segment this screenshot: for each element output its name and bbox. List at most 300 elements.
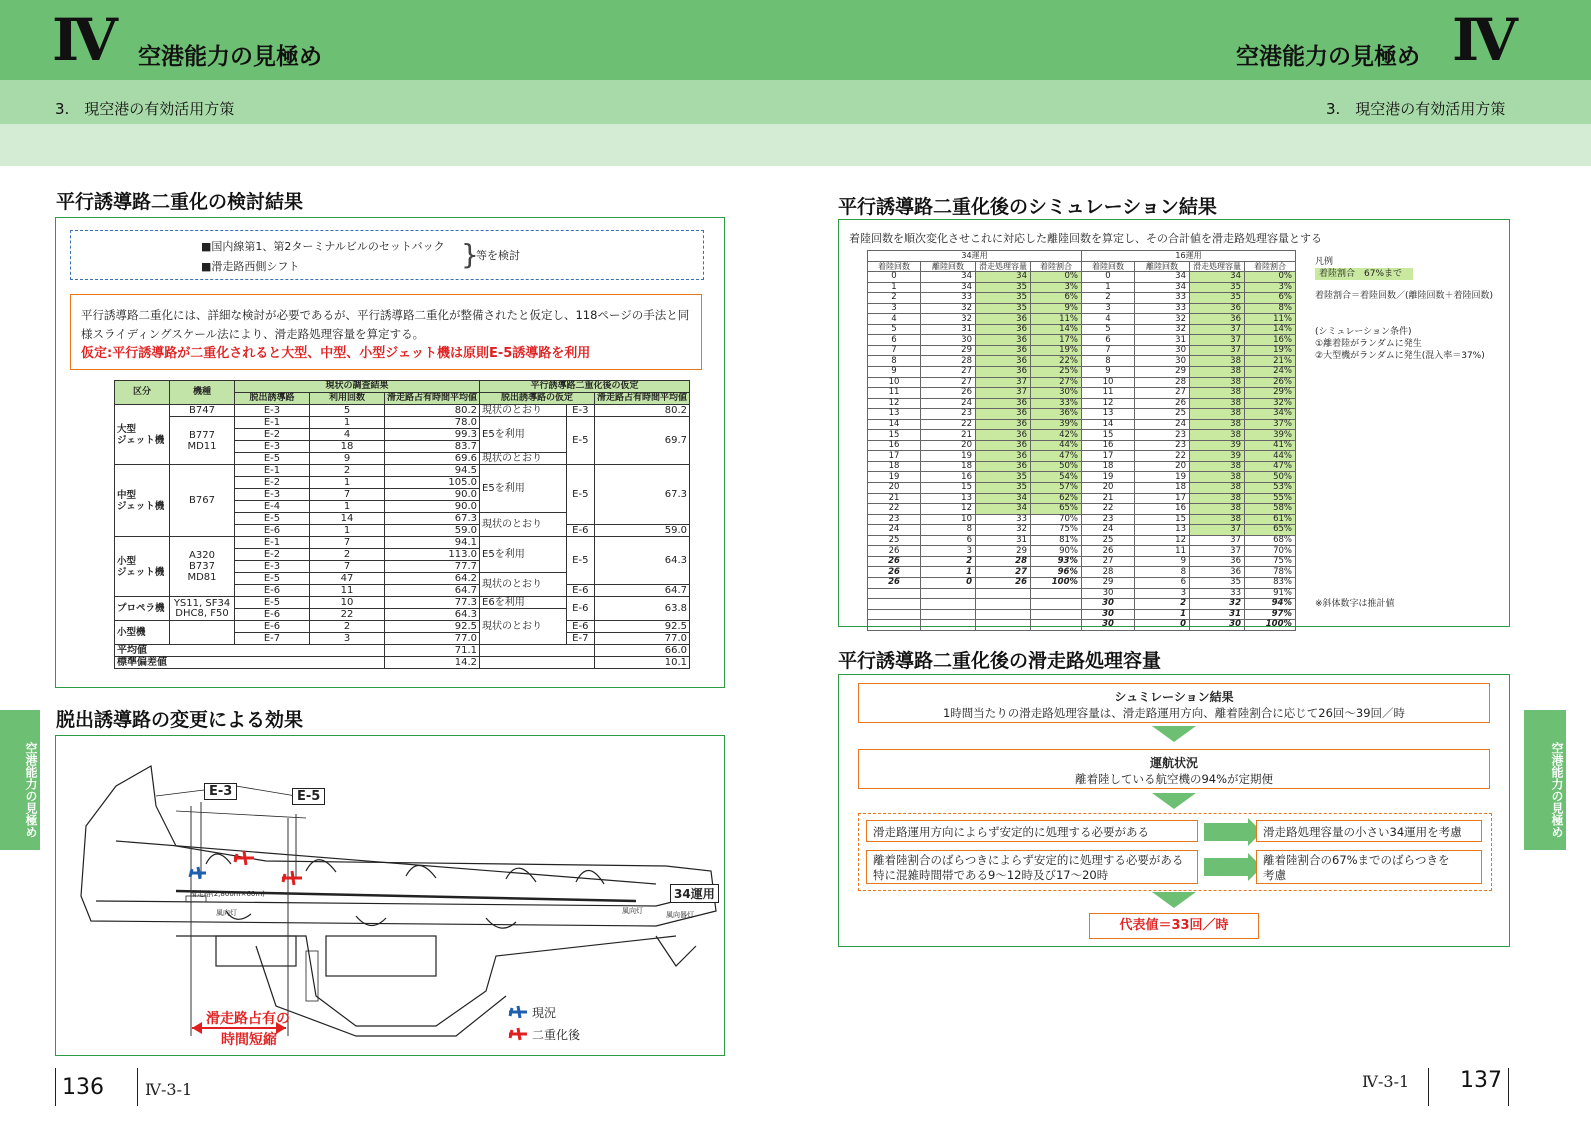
sim-row: [868, 504, 1296, 515]
label-red-2: 時間短縮: [221, 1032, 277, 1048]
sim-cell: 97%: [1245, 609, 1296, 620]
sim-cell: 34: [1190, 272, 1245, 283]
option-list: [201, 237, 445, 277]
sim-cell: 28: [976, 556, 1031, 567]
sim-cell: 34: [976, 493, 1031, 504]
sim-cell: 36: [1190, 314, 1245, 325]
sim-cell: 70%: [1245, 546, 1296, 557]
label-op34: 34運用: [670, 884, 719, 903]
sim-cell: 23: [1082, 514, 1135, 525]
sim-cell: 29: [1082, 577, 1135, 588]
cell: 64.2: [385, 573, 480, 585]
cell: E-4: [235, 501, 310, 513]
cell: E-5: [235, 513, 310, 525]
cell: 5: [310, 405, 385, 417]
cell: 2: [310, 621, 385, 633]
sim-cell: 11: [868, 388, 921, 399]
sim-cell: 1: [868, 282, 921, 293]
sim-cell: 17: [1082, 451, 1135, 462]
sim-cell: 3%: [1031, 282, 1082, 293]
cat-prop: プロペラ機: [115, 597, 170, 621]
sim-row: [868, 461, 1296, 472]
th-col: 滑走処理容量: [1190, 261, 1245, 272]
sim-cell: 38: [1190, 483, 1245, 494]
sim-cell: 39: [1190, 440, 1245, 451]
sim-cell: 24: [921, 398, 976, 409]
sim-cell: 39: [1190, 451, 1245, 462]
sim-table: [867, 250, 1296, 631]
sim-cell: 16: [868, 440, 921, 451]
sim-cell: 26: [1082, 546, 1135, 557]
sim-row: [868, 314, 1296, 325]
sim-cell: 8: [921, 525, 976, 536]
italic-note: ※斜体数字は推計値: [1315, 599, 1395, 609]
sim-cell: 20: [1082, 483, 1135, 494]
sim-cell: 3: [1082, 303, 1135, 314]
sim-cell: 90%: [1031, 546, 1082, 557]
cell: E-5: [566, 417, 594, 465]
section-title-left: 3. 現空港の有効活用方策: [55, 100, 235, 118]
sim-row: [868, 398, 1296, 409]
cell: 92.5: [594, 621, 689, 633]
sim-cell: 18: [1082, 461, 1135, 472]
sim-row: [868, 409, 1296, 420]
sim-cell: 23: [921, 409, 976, 420]
sim-cell: 16: [1082, 440, 1135, 451]
sim-cell: 9: [868, 367, 921, 378]
sim-row: [868, 282, 1296, 293]
sim-cell: 38: [1190, 377, 1245, 388]
sim-cell: [976, 609, 1031, 620]
sim-row: [868, 377, 1296, 388]
sim-cell: 1: [1135, 609, 1190, 620]
sim-row: [868, 620, 1296, 631]
sim-cell: 38: [1190, 493, 1245, 504]
th-kubun: 区分: [115, 381, 170, 405]
flow-right-1: 滑走路処理容量の小さい34運用を考慮: [1256, 820, 1482, 842]
sim-cell: 19: [1082, 472, 1135, 483]
cell: 1: [310, 477, 385, 489]
cell: 47: [310, 573, 385, 585]
sim-cell: 9: [1082, 367, 1135, 378]
sim-cell: 17: [868, 451, 921, 462]
sim-row: [868, 588, 1296, 599]
sim-cell: 32: [1190, 599, 1245, 610]
sim-cell: 20: [868, 483, 921, 494]
sim-cell: 34: [976, 272, 1031, 283]
flow-right-2a: 離着陸割合の67%までのばらつきを: [1263, 853, 1450, 867]
sim-cell: [976, 620, 1031, 631]
sim-cell: 5: [868, 324, 921, 335]
sim-cell: 1: [921, 567, 976, 578]
sim-cell: 19: [1135, 472, 1190, 483]
sim-cell: 5: [1082, 324, 1135, 335]
cell: E-2: [235, 429, 310, 441]
flow-sim-title: シュミレーション結果: [1114, 690, 1234, 704]
assumption-red: 仮定:平行誘導路が二重化されると大型、中型、小型ジェット機は原則E-5誘導路を利用: [81, 346, 591, 361]
cell: E-6: [235, 621, 310, 633]
cell: E-2: [235, 477, 310, 489]
model-ys11: YS11, SF34 DHC8, F50: [170, 597, 235, 621]
sim-cell: 11: [1082, 388, 1135, 399]
sim-cell: 65%: [1245, 525, 1296, 536]
flow-left-2: [866, 850, 1198, 884]
cell: 64.3: [594, 537, 689, 585]
sim-cell: 26: [868, 556, 921, 567]
footer-rule-l1: [55, 1068, 56, 1106]
sim-cell: 70%: [1031, 514, 1082, 525]
sim-cell: 29: [921, 345, 976, 356]
th-col: 滑走処理容量: [976, 261, 1031, 272]
cell: 10: [310, 597, 385, 609]
cell: 7: [310, 537, 385, 549]
section-title-right: 3. 現空港の有効活用方策: [1326, 100, 1506, 118]
cell: 1: [310, 525, 385, 537]
sim-row: [868, 577, 1296, 588]
th-col: 離陸回数: [921, 261, 976, 272]
sim-cell: 10: [1082, 377, 1135, 388]
sim-cell: [921, 599, 976, 610]
chapter-title-right: 空港能力の見極め: [1236, 44, 1420, 70]
sim-cell: 44%: [1031, 440, 1082, 451]
sim-cell: 31: [921, 324, 976, 335]
sim-cell: 37: [976, 388, 1031, 399]
cell: E6を利用: [480, 597, 567, 609]
cat-large: 大型 ジェット機: [115, 405, 170, 465]
legend-now: 現況: [532, 1006, 557, 1020]
sim-cell: 15: [1135, 514, 1190, 525]
cat-small: 小型 ジェット機: [115, 537, 170, 597]
plane-red-icon-2: [282, 871, 302, 885]
sim-cell: 26: [921, 388, 976, 399]
sd-2: 10.1: [594, 657, 689, 669]
flow-result: 代表値＝33回／時: [1089, 913, 1259, 939]
cell: E-5: [235, 597, 310, 609]
sim-row: [868, 324, 1296, 335]
sim-row: [868, 367, 1296, 378]
sim-cell: [921, 588, 976, 599]
cell: 現状のとおり: [480, 573, 567, 597]
cell: 9: [310, 453, 385, 465]
sim-row: [868, 272, 1296, 283]
avg-2: 66.0: [594, 645, 689, 657]
sim-cell: 21: [1082, 493, 1135, 504]
cell: 63.8: [594, 597, 689, 621]
flow-down-arrow-icon: [1152, 892, 1196, 908]
sim-cell: 1: [1082, 282, 1135, 293]
page-number-right: 137: [1460, 1068, 1502, 1093]
sim-cell: 35: [976, 303, 1031, 314]
sim-cell: 19%: [1031, 345, 1082, 356]
cell: E-5: [235, 573, 310, 585]
brace-icon: }: [461, 238, 479, 271]
sim-cell: 75%: [1245, 556, 1296, 567]
cell: 現状のとおり: [480, 453, 567, 465]
label-e5: E-5: [292, 788, 325, 805]
sim-cell: 27: [921, 367, 976, 378]
option-item-setback: ■国内線第1、第2ターミナルビルのセットバック: [201, 240, 445, 253]
th-col: 着陸割合: [1031, 261, 1082, 272]
sim-cell: 91%: [1245, 588, 1296, 599]
sim-cell: 8%: [1245, 303, 1296, 314]
cell: 14: [310, 513, 385, 525]
sim-cell: 65%: [1031, 504, 1082, 515]
flow-right-arrow-icon: [1204, 858, 1248, 876]
assumption-text-1: 平行誘導路二重化には、詳細な検討が必要であるが、平行誘導路二重化が整備されたと仮定し、118ページの手法と同: [81, 308, 690, 322]
sim-cell: 34: [1135, 282, 1190, 293]
sim-cell: 20: [921, 440, 976, 451]
page-code-left: Ⅳ-3-1: [145, 1080, 193, 1099]
th-kishu: 機種: [170, 381, 235, 405]
sim-cell: 37: [1190, 324, 1245, 335]
th-senyu: 滑走路占有時間平均値: [385, 393, 480, 405]
result-box: [55, 217, 725, 688]
sim-cell: 23: [868, 514, 921, 525]
sim-cell: 25: [1082, 535, 1135, 546]
cell: E-1: [235, 465, 310, 477]
sim-cell: 36: [1190, 303, 1245, 314]
cell-empty: [480, 645, 595, 657]
cell: 78.0: [385, 417, 480, 429]
sim-cell: 26%: [1245, 377, 1296, 388]
label-wind: 風向灯: [216, 909, 237, 917]
sim-row: [868, 356, 1296, 367]
sim-cell: [976, 599, 1031, 610]
th-riyo: 利用回数: [310, 393, 385, 405]
cell: E-5: [235, 453, 310, 465]
label-e3: E-3: [204, 783, 237, 800]
sim-cell: 8: [868, 356, 921, 367]
sim-cell: 16%: [1245, 335, 1296, 346]
sim-cell: 38: [1190, 504, 1245, 515]
cell: E-3: [235, 489, 310, 501]
cell: E-6: [566, 621, 594, 633]
section-heading-sim: 平行誘導路二重化後のシミュレーション結果: [838, 196, 1217, 218]
cell: E-3: [566, 405, 594, 417]
cell: 64.3: [385, 609, 480, 621]
flow-left-2a: 離着陸割合のばらつきによらず安定的に処理する必要がある: [873, 853, 1184, 867]
flow-down-arrow-icon: [1152, 726, 1196, 742]
sim-cell: 15: [868, 430, 921, 441]
sim-cell: 33: [976, 514, 1031, 525]
cell: E5を利用: [480, 537, 567, 573]
cell: 11: [310, 585, 385, 597]
sim-cell: 32: [921, 303, 976, 314]
sim-cell: 2: [1082, 293, 1135, 304]
cell: E-2: [235, 549, 310, 561]
cell: 80.2: [385, 405, 480, 417]
sim-cell: [868, 609, 921, 620]
flow-left-2b: 特に混雑時間帯である9〜12時及び17〜20時: [873, 868, 1109, 882]
sim-cell: 17%: [1031, 335, 1082, 346]
sim-cell: 3: [921, 546, 976, 557]
label-wind2: 風向灯: [622, 907, 643, 915]
cell: E-7: [566, 633, 594, 645]
sim-cell: 39%: [1031, 419, 1082, 430]
sim-cell: [921, 609, 976, 620]
th-katei: 平行誘導路二重化後の仮定: [480, 381, 690, 393]
sim-cell: 4: [1082, 314, 1135, 325]
chapter-roman-right: Ⅳ: [1452, 6, 1514, 74]
cell: 67.3: [385, 513, 480, 525]
sim-cell: 14%: [1031, 324, 1082, 335]
sim-cell: 35: [1190, 282, 1245, 293]
sim-cell: 35: [1190, 577, 1245, 588]
header-light-band: [0, 124, 1591, 166]
sim-cell: 38: [1190, 367, 1245, 378]
sim-cell: 38: [1190, 356, 1245, 367]
cat-mid: 中型 ジェット機: [115, 465, 170, 537]
footer-rule-r1: [1428, 1068, 1429, 1106]
sim-cell: 83%: [1245, 577, 1296, 588]
sim-cell: 21: [921, 430, 976, 441]
page-code-right: Ⅳ-3-1: [1362, 1072, 1410, 1091]
sim-cell: 37: [1190, 535, 1245, 546]
section-heading-effect: 脱出誘導路の変更による効果: [56, 709, 304, 731]
side-tab-right: 空港能力の見極め: [1524, 710, 1566, 850]
sim-cell: 6%: [1031, 293, 1082, 304]
sim-cell: 11: [1135, 546, 1190, 557]
cell: 69.7: [594, 417, 689, 465]
sim-cell: 23: [1135, 440, 1190, 451]
cell: 現状のとおり: [480, 609, 567, 645]
sim-cell: 25: [868, 535, 921, 546]
sim-cell: 38: [1190, 430, 1245, 441]
sd-1: 14.2: [385, 657, 480, 669]
sim-cell: 34: [976, 504, 1031, 515]
sim-cell: 10: [921, 514, 976, 525]
flow-left-1: 滑走路運用方向によらず安定的に処理する必要がある: [866, 820, 1198, 842]
sim-cell: 33: [921, 293, 976, 304]
cond-2: ②大型機がランダムに発生(混入率＝37%): [1315, 351, 1485, 361]
sim-cell: 7: [1082, 345, 1135, 356]
sim-row: [868, 472, 1296, 483]
th-col: 着陸割合: [1245, 261, 1296, 272]
sim-cell: 14%: [1245, 324, 1296, 335]
avg-1: 71.1: [385, 645, 480, 657]
sim-row: [868, 293, 1296, 304]
sim-cell: 35: [976, 483, 1031, 494]
cell: E-1: [235, 537, 310, 549]
sim-cell: 12: [921, 504, 976, 515]
sim-cell: 68%: [1245, 535, 1296, 546]
cell: E-6: [235, 585, 310, 597]
flow-op-title: 運航状況: [1149, 756, 1198, 770]
cell: 22: [310, 609, 385, 621]
sim-cell: 22: [1135, 451, 1190, 462]
cell: E-3: [235, 405, 310, 417]
cell: 59.0: [385, 525, 480, 537]
sim-cell: 36: [976, 367, 1031, 378]
sim-cell: [921, 620, 976, 631]
cell: 4: [310, 429, 385, 441]
sim-cell: 30: [1082, 620, 1135, 631]
sim-cell: 30: [1082, 609, 1135, 620]
sim-cell: [1031, 620, 1082, 631]
sim-cell: 30%: [1031, 388, 1082, 399]
sim-row: [868, 303, 1296, 314]
sim-cell: 37: [1190, 546, 1245, 557]
sim-cell: 24: [1135, 419, 1190, 430]
sim-cell: 34: [921, 272, 976, 283]
sim-cell: 37: [1190, 335, 1245, 346]
sim-cell: 50%: [1245, 472, 1296, 483]
cell: E-7: [235, 633, 310, 645]
sim-cell: 23: [1135, 430, 1190, 441]
sim-cell: 100%: [1031, 577, 1082, 588]
sim-cell: 6: [921, 535, 976, 546]
sim-cell: 47%: [1245, 461, 1296, 472]
sim-cell: 19%: [1245, 345, 1296, 356]
cell: 2: [310, 465, 385, 477]
sim-cell: 30: [1190, 620, 1245, 631]
sim-cell: 20: [1135, 461, 1190, 472]
sim-cell: 37: [1190, 525, 1245, 536]
sim-cell: 9%: [1031, 303, 1082, 314]
cell-empty: [170, 621, 235, 645]
th-op34: 34運用: [868, 251, 1082, 262]
sim-cell: 42%: [1031, 430, 1082, 441]
sim-cell: [976, 588, 1031, 599]
sim-cell: 26: [976, 577, 1031, 588]
cell: E-6: [235, 609, 310, 621]
cell: E-6: [566, 585, 594, 597]
sim-cell: 61%: [1245, 514, 1296, 525]
sim-row: [868, 556, 1296, 567]
sim-cell: 16: [921, 472, 976, 483]
th-katei-d: 脱出誘導路の仮定: [480, 393, 595, 405]
sim-cell: 7: [868, 345, 921, 356]
sim-cell: 33%: [1031, 398, 1082, 409]
sim-cell: 9: [1135, 556, 1190, 567]
section-heading-capacity: 平行誘導路二重化後の滑走路処理容量: [838, 650, 1162, 672]
sim-cell: 38: [1190, 514, 1245, 525]
sim-cell: 10: [868, 377, 921, 388]
sim-cell: 0: [921, 577, 976, 588]
cell: 67.3: [594, 465, 689, 525]
cell: E-3: [235, 441, 310, 453]
sim-cell: 12: [1135, 535, 1190, 546]
cond-1: ①離着陸がランダムに発生: [1315, 339, 1422, 349]
sim-cell: 26: [868, 567, 921, 578]
plane-blue-icon: [190, 867, 206, 879]
airport-map: [56, 736, 724, 1055]
sim-cell: 36: [976, 419, 1031, 430]
cell: 99.3: [385, 429, 480, 441]
sim-cell: 30: [1135, 345, 1190, 356]
cell: 80.2: [594, 405, 689, 417]
legend-formula: 着陸割合＝着陸回数／(離陸回数＋着陸回数): [1315, 291, 1494, 301]
sim-cell: 33: [1190, 588, 1245, 599]
cell: 現状のとおり: [480, 513, 567, 537]
sim-cell: 14: [1082, 419, 1135, 430]
sim-cell: 38: [1190, 398, 1245, 409]
sim-cell: 32%: [1245, 398, 1296, 409]
sim-cell: 32: [1135, 314, 1190, 325]
sim-caption: 着陸回数を順次変化させこれに対応した離陸回数を算定し、その合計値を滑走路処理容量とする: [849, 232, 1322, 245]
cell: 94.5: [385, 465, 480, 477]
sim-cell: [868, 588, 921, 599]
model-b767: B767: [170, 465, 235, 537]
sim-cell: 0%: [1245, 272, 1296, 283]
sim-cell: 54%: [1031, 472, 1082, 483]
sim-cell: 30: [1082, 588, 1135, 599]
flow-down-arrow-icon: [1152, 793, 1196, 809]
flow-op-text: 離着陸している航空機の94%が定期便: [1074, 772, 1274, 786]
legend-plane-blue-icon: [509, 1006, 527, 1018]
sim-cell: 27: [976, 567, 1031, 578]
cell: 90.0: [385, 489, 480, 501]
